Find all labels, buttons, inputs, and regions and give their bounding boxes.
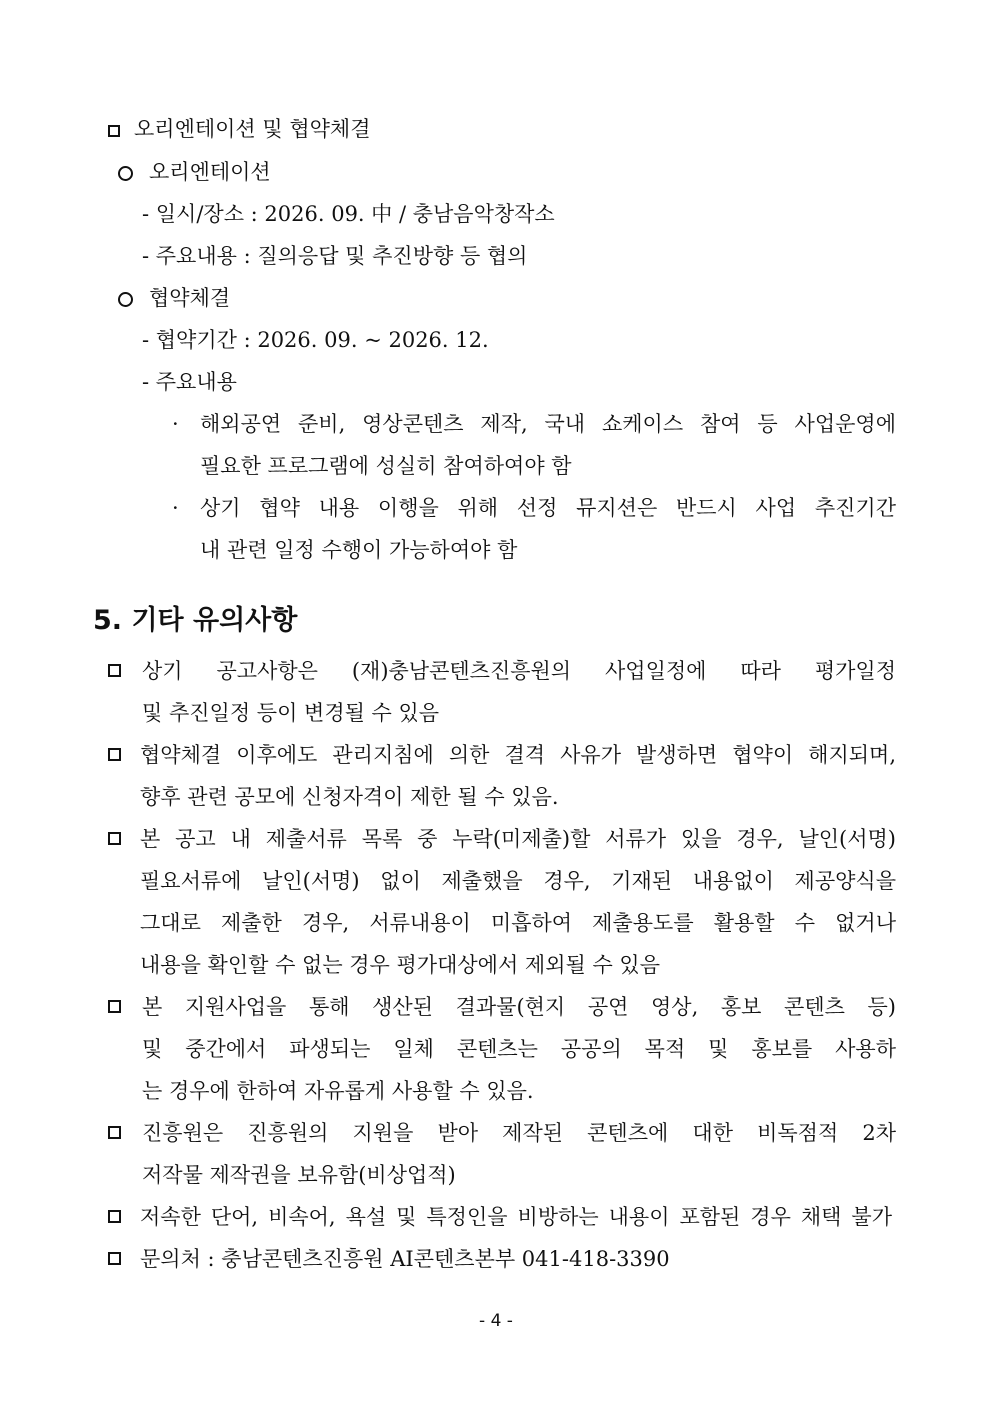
checkbox-square-icon bbox=[108, 1000, 121, 1013]
bullet-text: 내 관련 일정 수행이 가능하여야 함 bbox=[200, 538, 518, 562]
notice-line: 필요서류에 날인(서명) 없이 제출했을 경우, 기재된 내용없이 제공양식을 bbox=[140, 869, 896, 893]
bullet-dot: · bbox=[172, 412, 179, 436]
agreement-item: - 주요내용 bbox=[142, 370, 237, 394]
checkbox-square-icon bbox=[108, 1126, 121, 1139]
notice-line: 진흥원은 진흥원의 지원을 받아 제작된 콘텐츠에 대한 비독점적 2차 bbox=[142, 1121, 896, 1145]
bullet-text: 상기 협약 내용 이행을 위해 선정 뮤지션은 반드시 사업 추진기간 bbox=[200, 496, 896, 520]
agreement-item: - 협약기간 : 2026. 09. ~ 2026. 12. bbox=[142, 328, 489, 352]
orientation-item: - 일시/장소 : 2026. 09. 中 / 충남음악창작소 bbox=[142, 202, 555, 226]
bullet-text: 해외공연 준비, 영상콘텐츠 제작, 국내 쇼케이스 참여 등 사업운영에 bbox=[200, 412, 896, 436]
circle-bullet-icon bbox=[118, 292, 133, 307]
notice-line: 본 지원사업을 통해 생산된 결과물(현지 공연 영상, 홍보 콘텐츠 등) bbox=[142, 995, 896, 1019]
notice-line: 향후 관련 공모에 신청자격이 제한 될 수 있음. bbox=[140, 785, 559, 809]
notice-line: 및 추진일정 등이 변경될 수 있음 bbox=[142, 701, 440, 725]
checkbox-square-icon bbox=[108, 832, 121, 845]
bullet-dot: · bbox=[172, 496, 179, 520]
orientation-title: 오리엔테이션 bbox=[118, 158, 271, 186]
section-heading: 5. 기타 유의사항 bbox=[93, 605, 298, 636]
section-header: 오리엔테이션 및 협약체결 bbox=[108, 115, 371, 143]
page-number: - 4 - bbox=[479, 1311, 513, 1331]
notice-line: 그대로 제출한 경우, 서류내용이 미흡하여 제출용도를 활용할 수 없거나 bbox=[140, 911, 896, 935]
checkbox-square-icon bbox=[108, 1210, 121, 1223]
checkbox-square-icon bbox=[108, 664, 121, 677]
checkbox-square-icon bbox=[108, 1252, 121, 1265]
notice-line: 저속한 단어, 비속어, 욕설 및 특정인을 비방하는 내용이 포함된 경우 채택 불가 bbox=[140, 1205, 892, 1229]
notice-line: 내용을 확인할 수 없는 경우 평가대상에서 제외될 수 있음 bbox=[140, 953, 660, 977]
notice-line: 및 중간에서 파생되는 일체 콘텐츠는 공공의 목적 및 홍보를 사용하 bbox=[142, 1037, 896, 1061]
notice-line: 저작물 제작권을 보유함(비상업적) bbox=[142, 1163, 456, 1187]
notice-line: 본 공고 내 제출서류 목록 중 누락(미제출)할 서류가 있을 경우, 날인(서명) bbox=[140, 827, 896, 851]
agreement-title: 협약체결 bbox=[118, 284, 230, 312]
circle-bullet-icon bbox=[118, 166, 133, 181]
checkbox-square-icon bbox=[108, 125, 120, 137]
notice-line: 협약체결 이후에도 관리지침에 의한 결격 사유가 발생하면 협약이 해지되며, bbox=[140, 743, 896, 767]
contact-line: 문의처 : 충남콘텐츠진흥원 AI콘텐츠본부 041-418-3390 bbox=[140, 1247, 670, 1271]
orientation-item: - 주요내용 : 질의응답 및 추진방향 등 협의 bbox=[142, 244, 528, 268]
notice-line: 는 경우에 한하여 자유롭게 사용할 수 있음. bbox=[142, 1079, 534, 1103]
bullet-text: 필요한 프로그램에 성실히 참여하여야 함 bbox=[200, 454, 572, 478]
notice-line: 상기 공고사항은 (재)충남콘텐츠진흥원의 사업일정에 따라 평가일정 bbox=[142, 659, 896, 683]
checkbox-square-icon bbox=[108, 748, 121, 761]
